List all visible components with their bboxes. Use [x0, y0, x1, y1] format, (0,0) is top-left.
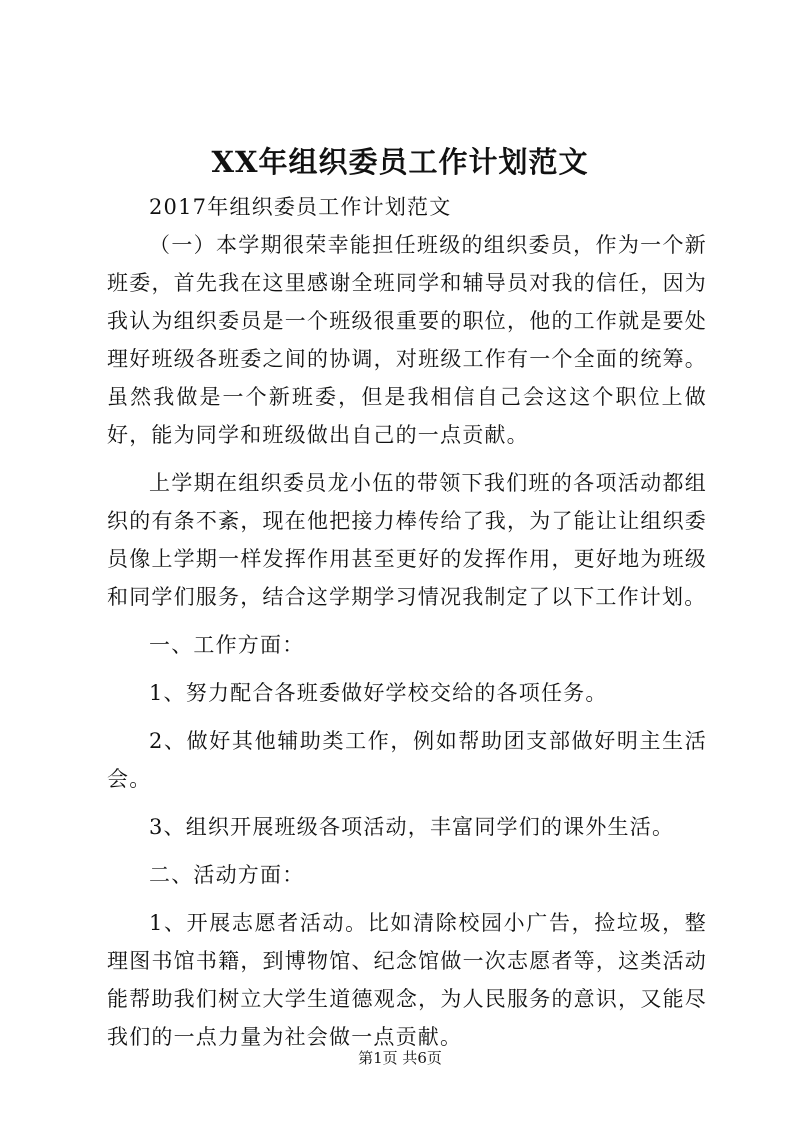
list-item: 1、努力配合各班委做好学校交给的各项任务。: [149, 681, 608, 705]
body-paragraph: 上学期在组织委员龙小伍的带领下我们班的各项活动都组织的有条不紊，现在他把接力棒传给了我，为了能让让组织委员像上学期一样发挥作用甚至更好的发挥作用，更好地为班级和同学们服务，结合这学期学习情况我制定了以下工作计划。: [107, 471, 707, 609]
document-body: [107, 188, 707, 1056]
list-item: 3、组织开展班级各项活动，丰富同学们的课外生活。: [149, 815, 675, 839]
subtitle-paragraph: 2017年组织委员工作计划范文: [149, 195, 452, 219]
page-footer: 第1页 共6页: [358, 1049, 442, 1067]
section-heading: 二、活动方面：: [149, 863, 305, 887]
list-item: 2、做好其他辅助类工作，例如帮助团支部做好明主生活会。: [107, 729, 707, 791]
list-item: 1、开展志愿者活动。比如清除校园小广告，捡垃圾，整理图书馆书籍，到博物馆、纪念馆做一次志愿者等，这类活动能帮助我们树立大学生道德观念，为人民服务的意识，又能尽我们的一点力量为社会做一点贡献。: [107, 911, 707, 1049]
body-paragraph: （一）本学期很荣幸能担任班级的组织委员，作为一个新班委，首先我在这里感谢全班同学和辅导员对我的信任，因为我认为组织委员是一个班级很重要的职位，他的工作就是要处理好班级各班委之间的协调，对班级工作有一个全面的统筹。虽然我做是一个新班委，但是我相信自己会这这个职位上做好，能为同学和班级做出自己的一点贡献。: [107, 233, 707, 447]
section-heading: 一、工作方面：: [149, 633, 305, 657]
document-title: XX年组织委员工作计划范文: [211, 145, 589, 179]
